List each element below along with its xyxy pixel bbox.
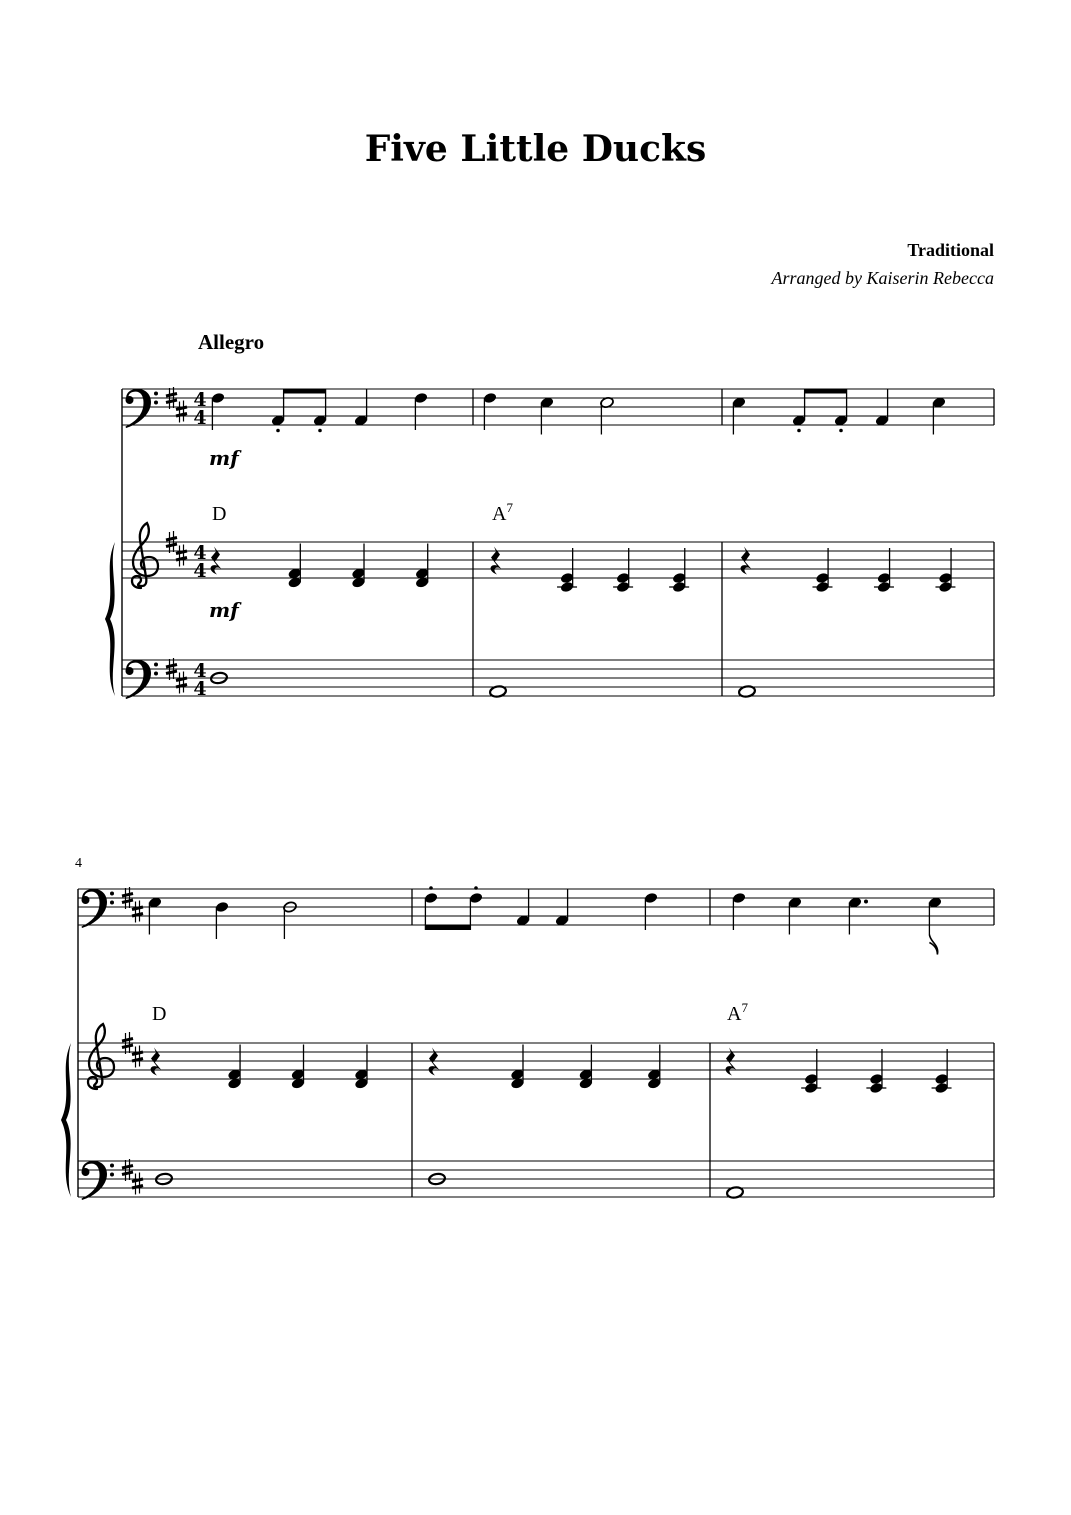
augmentation-dot <box>864 900 868 904</box>
piano-rh-staff <box>122 542 994 578</box>
chord-symbol <box>212 503 226 525</box>
solo-staff <box>78 889 994 925</box>
bass-clef-icon <box>126 389 159 428</box>
staccato-dot <box>839 429 843 433</box>
time-signature-beats: 4 <box>193 660 207 682</box>
eighth-flag <box>929 935 937 955</box>
sharp-sign <box>176 545 187 567</box>
grand-staff-brace <box>61 1043 71 1197</box>
chord-root: A <box>492 503 507 525</box>
sharp-sign <box>132 1173 143 1195</box>
measure-1 <box>210 389 429 685</box>
measure-6 <box>726 892 952 1199</box>
dynamic-mf-solo: mf <box>209 446 239 470</box>
chord-symbol <box>727 1000 748 1025</box>
staccato-dot <box>474 886 478 890</box>
chord-symbol <box>152 1003 166 1025</box>
sharp-sign <box>132 901 143 923</box>
page-title: Five Little Ducks <box>364 128 707 170</box>
measure-3 <box>732 389 956 698</box>
arranger-credit: Arranged by Kaiserin Rebecca <box>771 268 994 288</box>
time-signature-beats: 4 <box>193 389 207 411</box>
chord-root: D <box>212 503 227 525</box>
staccato-dot <box>318 429 322 433</box>
bass-clef-icon <box>126 660 159 699</box>
solo-staff <box>122 389 994 425</box>
sharp-sign <box>176 401 187 423</box>
chord-extension: 7 <box>506 500 513 515</box>
measure-number: 4 <box>75 856 82 871</box>
time-signature-unit: 4 <box>193 407 207 429</box>
sharp-sign <box>132 1046 143 1068</box>
system-2 <box>61 856 994 1200</box>
grand-staff-brace <box>105 542 115 696</box>
composer-credit: Traditional <box>907 240 994 260</box>
piano-lh-staff <box>122 660 994 696</box>
tempo-marking: Allegro <box>198 330 265 354</box>
beam <box>425 925 470 930</box>
system-1 <box>105 387 994 700</box>
beam <box>805 389 847 394</box>
time-signature-unit: 4 <box>193 560 207 582</box>
bass-clef-icon <box>82 889 115 928</box>
piano-rh-staff <box>78 1043 994 1079</box>
chord-root: D <box>152 1003 167 1025</box>
time-signature <box>193 660 206 700</box>
chord-extension: 7 <box>741 1000 748 1015</box>
staccato-dot <box>276 429 280 433</box>
measure-2 <box>483 392 689 698</box>
time-signature-unit: 4 <box>193 678 207 700</box>
bass-clef-icon <box>82 1161 115 1200</box>
staccato-dot <box>429 886 433 890</box>
chord-root: A <box>727 1003 742 1025</box>
measure-5 <box>424 886 662 1185</box>
sharp-sign <box>176 672 187 694</box>
dynamic-mf-piano: mf <box>209 598 239 622</box>
beam <box>284 389 326 394</box>
measure-4 <box>148 896 369 1185</box>
piano-lh-staff <box>78 1161 994 1197</box>
staccato-dot <box>797 429 801 433</box>
time-signature-beats: 4 <box>193 542 207 564</box>
time-signature <box>193 542 206 582</box>
chord-symbol <box>492 500 513 525</box>
time-signature <box>193 389 206 429</box>
